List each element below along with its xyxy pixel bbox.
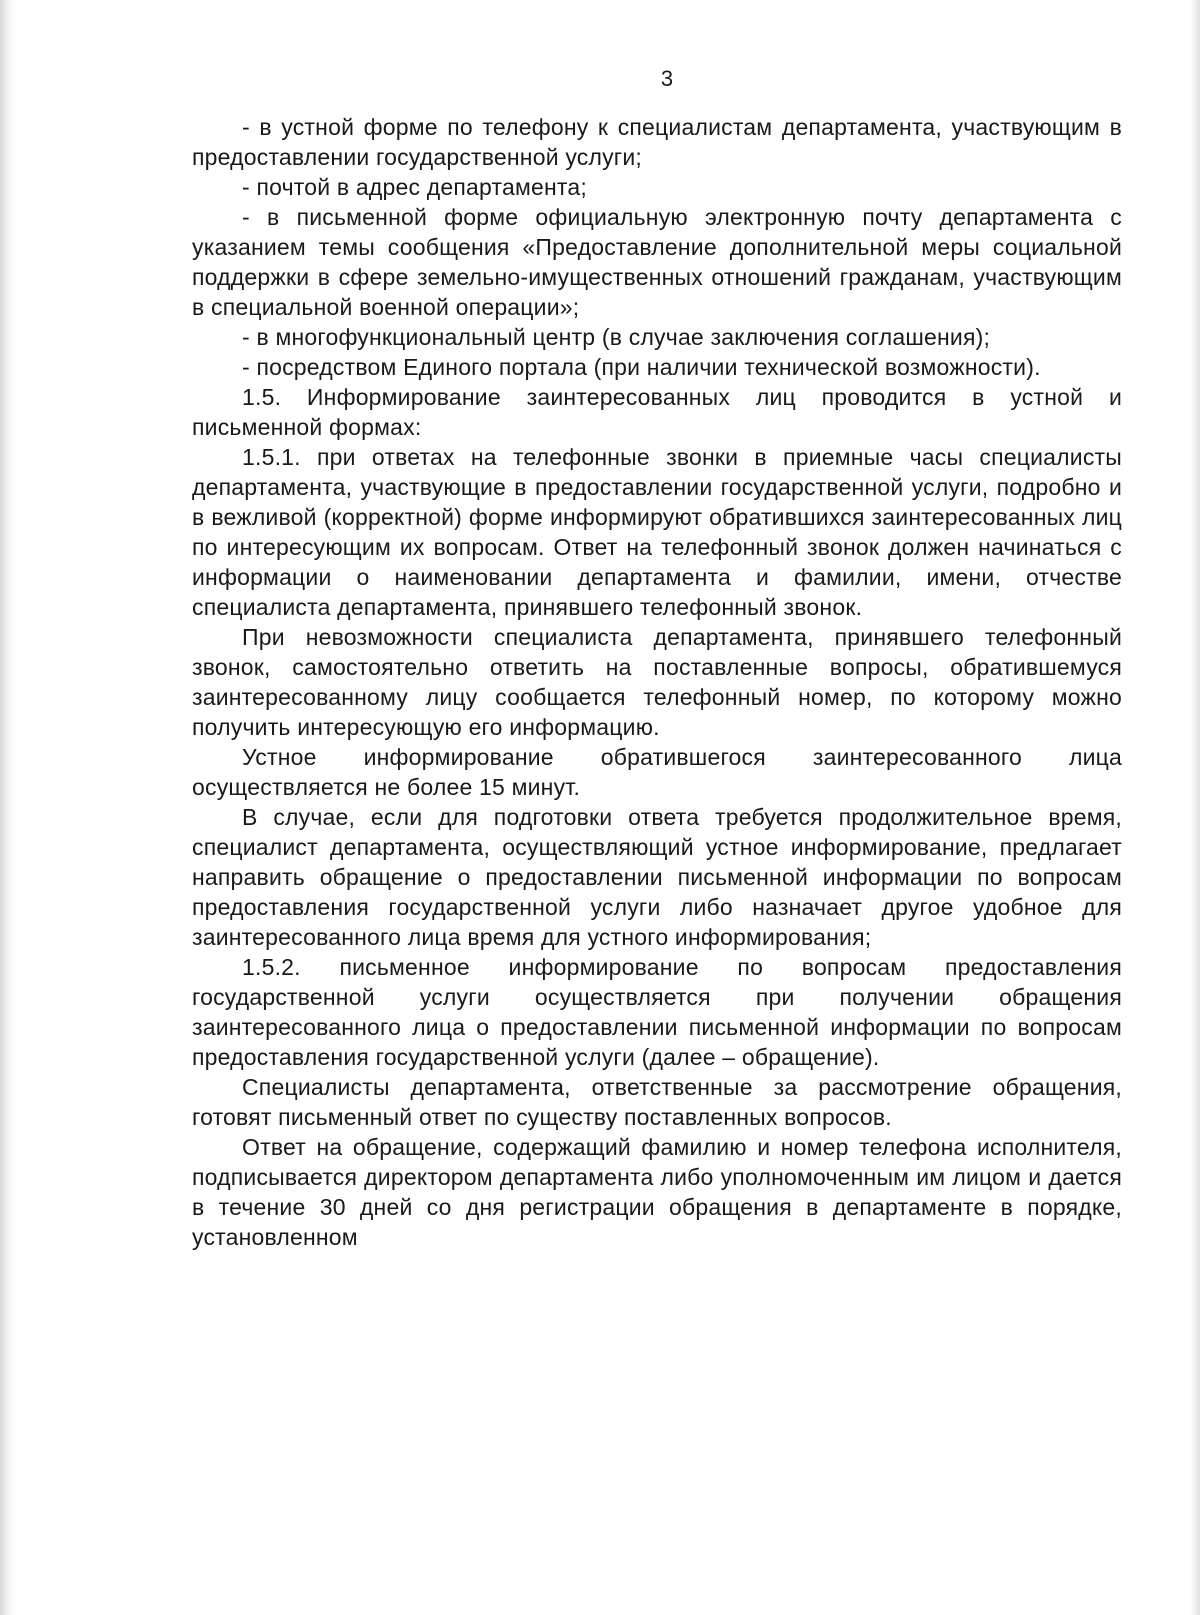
page-number: 3 [660,66,674,91]
paragraph: 1.5.2. письменное информирование по вопросам предоставления государственной услуги осуществляется при получении обращения заинтересованного лица о предоставлении письменной информации по вопросам предоставления государственной услуги (далее – обращение). [192,954,1122,1070]
document-page [192,60,1122,1252]
paragraph: Специалисты департамента, ответственные за рассмотрение обращения, готовят письменный ответ по существу поставленных вопросов. [192,1074,1122,1130]
paragraph: - в устной форме по телефону к специалистам департамента, участвующим в предоставлении государственной услуги; [192,114,1122,170]
scan-edge-right [1190,0,1200,1615]
paragraph: При невозможности специалиста департамента, принявшего телефонный звонок, самостоятельно ответить на поставленные вопросы, обратившемуся заинтересованному лицу сообщается телефонный номер, по которому можно получить интересующую его информацию. [192,624,1122,740]
paragraph: Устное информирование обратившегося заинтересованного лица осуществляется не более 15 минут. [192,744,1122,800]
paragraph: - почтой в адрес департамента; [242,174,587,200]
paragraph: 1.5.1. при ответах на телефонные звонки в приемные часы специалисты департамента, участвующие в предоставлении государственной услуги, подробно и в вежливой (корректной) форме информируют обратившихся заинтересованных лиц по интересующим их вопросам. Ответ на телефонный звонок должен начинаться с информации о наименовании департамента и фамилии, имени, отчестве специалиста департамента, принявшего телефонный звонок. [192,444,1122,620]
scan-edge-left [0,0,14,1615]
paragraph: 1.5. Информирование заинтересованных лиц проводится в устной и письменной формах: [192,384,1122,440]
paragraph: - в письменной форме официальную электронную почту департамента с указанием темы сообщения «Предоставление дополнительной меры социальной поддержки в сфере земельно-имущественных отношений гражданам, участвующим в специальной военной операции»; [192,204,1122,320]
paragraph: В случае, если для подготовки ответа требуется продолжительное время, специалист департамента, осуществляющий устное информирование, предлагает направить обращение о предоставлении письменной информации по вопросам предоставления государственной услуги либо назначает другое удобное для заинтересованного лица время для устного информирования; [192,804,1122,950]
paragraph: - в многофункциональный центр (в случае заключения соглашения); [242,324,991,350]
paragraph: Ответ на обращение, содержащий фамилию и номер телефона исполнителя, подписывается директором департамента либо уполномоченным им лицом и дается в течение 30 дней со дня регистрации обращения в департаменте в порядке, установленном [192,1134,1122,1250]
document-body [192,112,1122,1252]
paragraph: - посредством Единого портала (при наличии технической возможности). [242,354,1041,380]
